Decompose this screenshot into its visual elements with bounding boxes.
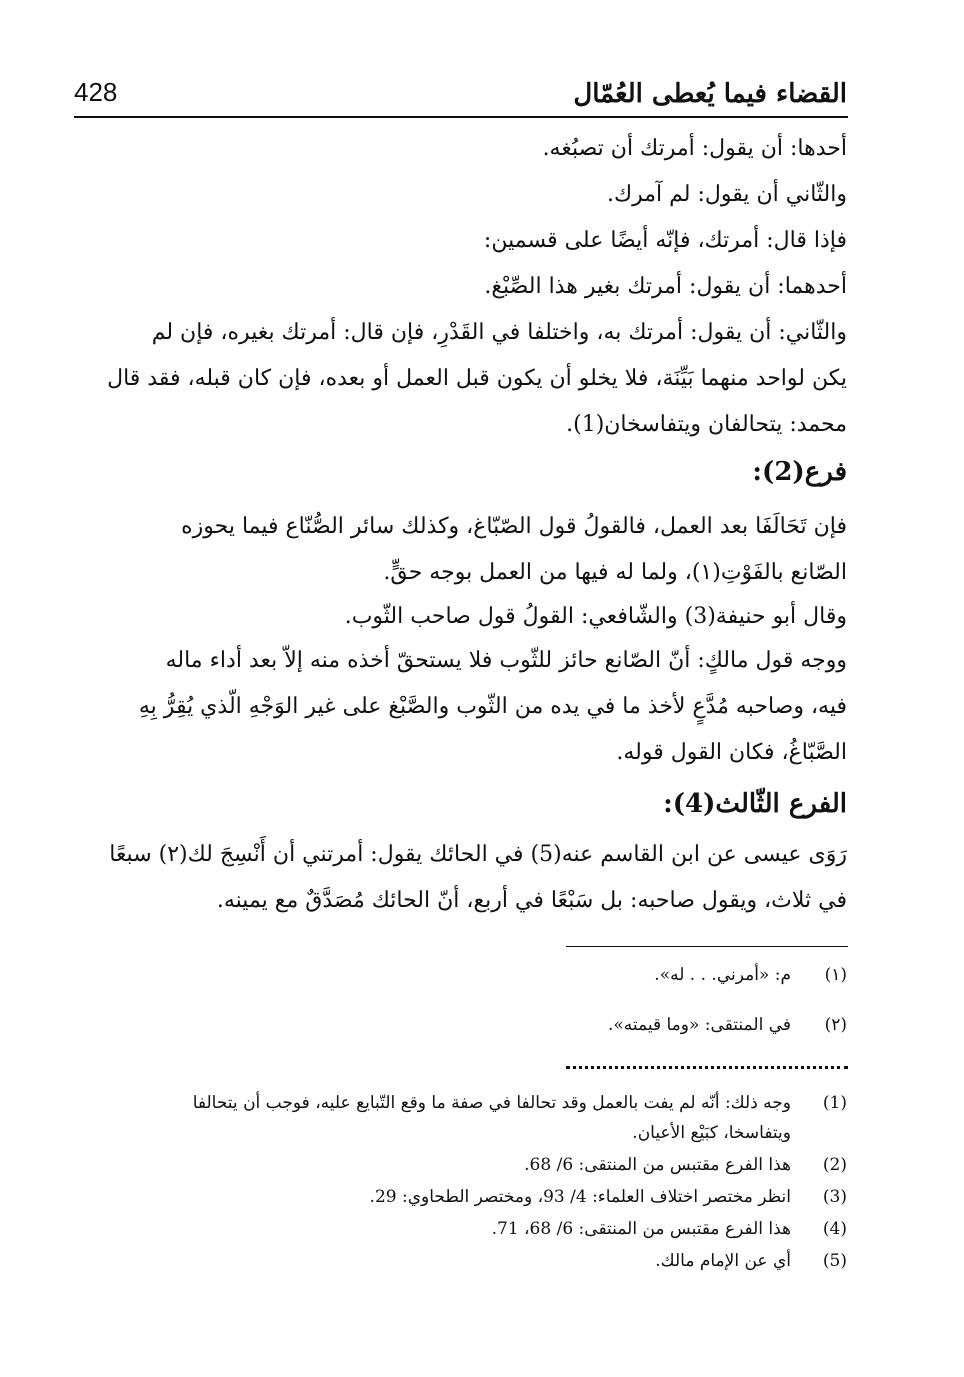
footnote-text: هذا الفرع مقتبس من المنتقى: 6/ 68. bbox=[524, 1155, 791, 1175]
paragraph-7 bbox=[73, 594, 847, 640]
paragraph-line: والثّاني أن يقول: لم آمرك. bbox=[606, 182, 847, 207]
footnote-marker: (5) bbox=[822, 1251, 847, 1271]
paragraph-line: أحدها: أن يقول: أمرتك أن تصبُغه. bbox=[542, 136, 847, 161]
variant-note bbox=[73, 1010, 847, 1040]
paragraph-9 bbox=[73, 832, 847, 924]
note-marker: (١) bbox=[824, 965, 847, 985]
paragraph-line: ووجه قول مالكٍ: أنّ الصّانع حائز للثّوب فلا يستحقّ أخذه منه إلاّ بعد أداء ماله bbox=[165, 648, 847, 673]
paragraph-line: وقال أبو حنيفة(3) والشّافعي: القولُ قول صاحب الثّوب. bbox=[344, 604, 847, 629]
paragraph-4 bbox=[73, 264, 847, 310]
note-text: م: «أمرني. . . له». bbox=[654, 965, 791, 985]
footnote-dotted-separator bbox=[566, 1066, 848, 1069]
paragraph-line: الصَّبّاغُ، فكان القول قوله. bbox=[616, 740, 847, 765]
footnote bbox=[73, 1088, 847, 1118]
paragraph-line: فيه، وصاحبه مُدَّعٍ لأخذ ما في يده من الثّوب والصَّبْغ على غير الوَجْهِ الّذي يُقِرُّ بِهِ bbox=[138, 694, 847, 719]
note-marker: (٢) bbox=[824, 1015, 847, 1035]
footnote-text: أي عن الإمام مالك. bbox=[655, 1251, 791, 1271]
paragraph-line: أحدهما: أن يقول: أمرتك بغير هذا الصِّبْغ. bbox=[484, 274, 847, 299]
paragraph-line: الصّانع بالفَوْتِ(١)، ولما له فيها من العمل بوجه حقٍّ. bbox=[383, 560, 847, 585]
paragraph-line: رَوَى عيسى عن ابن القاسم عنه(5) في الحائك يقول: أمرتني أن أَنْسِجَ لك(٢) سبعًا bbox=[109, 842, 847, 867]
paragraph-2 bbox=[73, 172, 847, 218]
footnote bbox=[73, 1182, 847, 1212]
paragraph-6 bbox=[73, 504, 847, 596]
paragraph-1 bbox=[73, 126, 847, 172]
paragraph-line: فإن تَحَالَفَا بعد العمل، فالقولُ قول الصّبّاغ، وكذلك سائر الصُّنّاع فيما يحوزه bbox=[181, 514, 847, 539]
footnote-separator bbox=[566, 946, 848, 947]
footnote-marker: (3) bbox=[822, 1187, 847, 1207]
footnote-marker: (2) bbox=[822, 1155, 847, 1175]
paragraph-line: فإذا قال: أمرتك، فإنّه أيضًا على قسمين: bbox=[483, 228, 847, 253]
header-rule bbox=[74, 116, 848, 118]
footnote-text: انظر مختصر اختلاف العلماء: 4/ 93، ومختصر الطحاوي: 29. bbox=[369, 1187, 791, 1207]
page-number: 428 bbox=[74, 77, 118, 107]
paragraph-3 bbox=[73, 218, 847, 264]
paragraph-line: والثّاني: أن يقول: أمرتك به، واختلفا في القَدْرِ، فإن قال: أمرتك بغيره، فإن لم bbox=[151, 320, 847, 345]
footnote-text: وجه ذلك: أنّه لم يفت بالعمل وقد تحالفا في صفة ما وقع التّبايع عليه، فوجب أن يتحالفا bbox=[192, 1093, 791, 1113]
footnote-text: هذا الفرع مقتبس من المنتقى: 6/ 68، 71. bbox=[491, 1219, 791, 1239]
paragraph-line: محمد: يتحالفان ويتفاسخان(1). bbox=[566, 412, 847, 437]
section-heading: فرع(2): bbox=[752, 457, 847, 487]
note-text: في المنتقى: «وما قيمته». bbox=[607, 1015, 791, 1035]
running-header-title: القضاء فيما يُعطى العُمّال bbox=[573, 79, 847, 109]
variant-note bbox=[73, 960, 847, 990]
paragraph-line: يكن لواحد منهما بَيِّنَة، فلا يخلو أن يكون قبل العمل أو بعده، فإن كان قبله، فقد قال bbox=[107, 366, 847, 391]
footnote-marker: (1) bbox=[822, 1093, 847, 1113]
section-heading: الفرع الثّالث(4): bbox=[663, 789, 847, 819]
paragraph-line: في ثلاث، ويقول صاحبه: بل سَبْعًا في أربع، أنّ الحائك مُصَدَّقٌ مع يمينه. bbox=[216, 888, 847, 913]
footnote-marker: (4) bbox=[822, 1219, 847, 1239]
footnote bbox=[73, 1214, 847, 1244]
footnote-continuation: ويتفاسخا، كبَيْع الأعيان. bbox=[632, 1123, 791, 1143]
paragraph-8 bbox=[73, 638, 847, 776]
footnote bbox=[73, 1246, 847, 1276]
paragraph-5 bbox=[73, 310, 847, 448]
footnote bbox=[73, 1150, 847, 1180]
